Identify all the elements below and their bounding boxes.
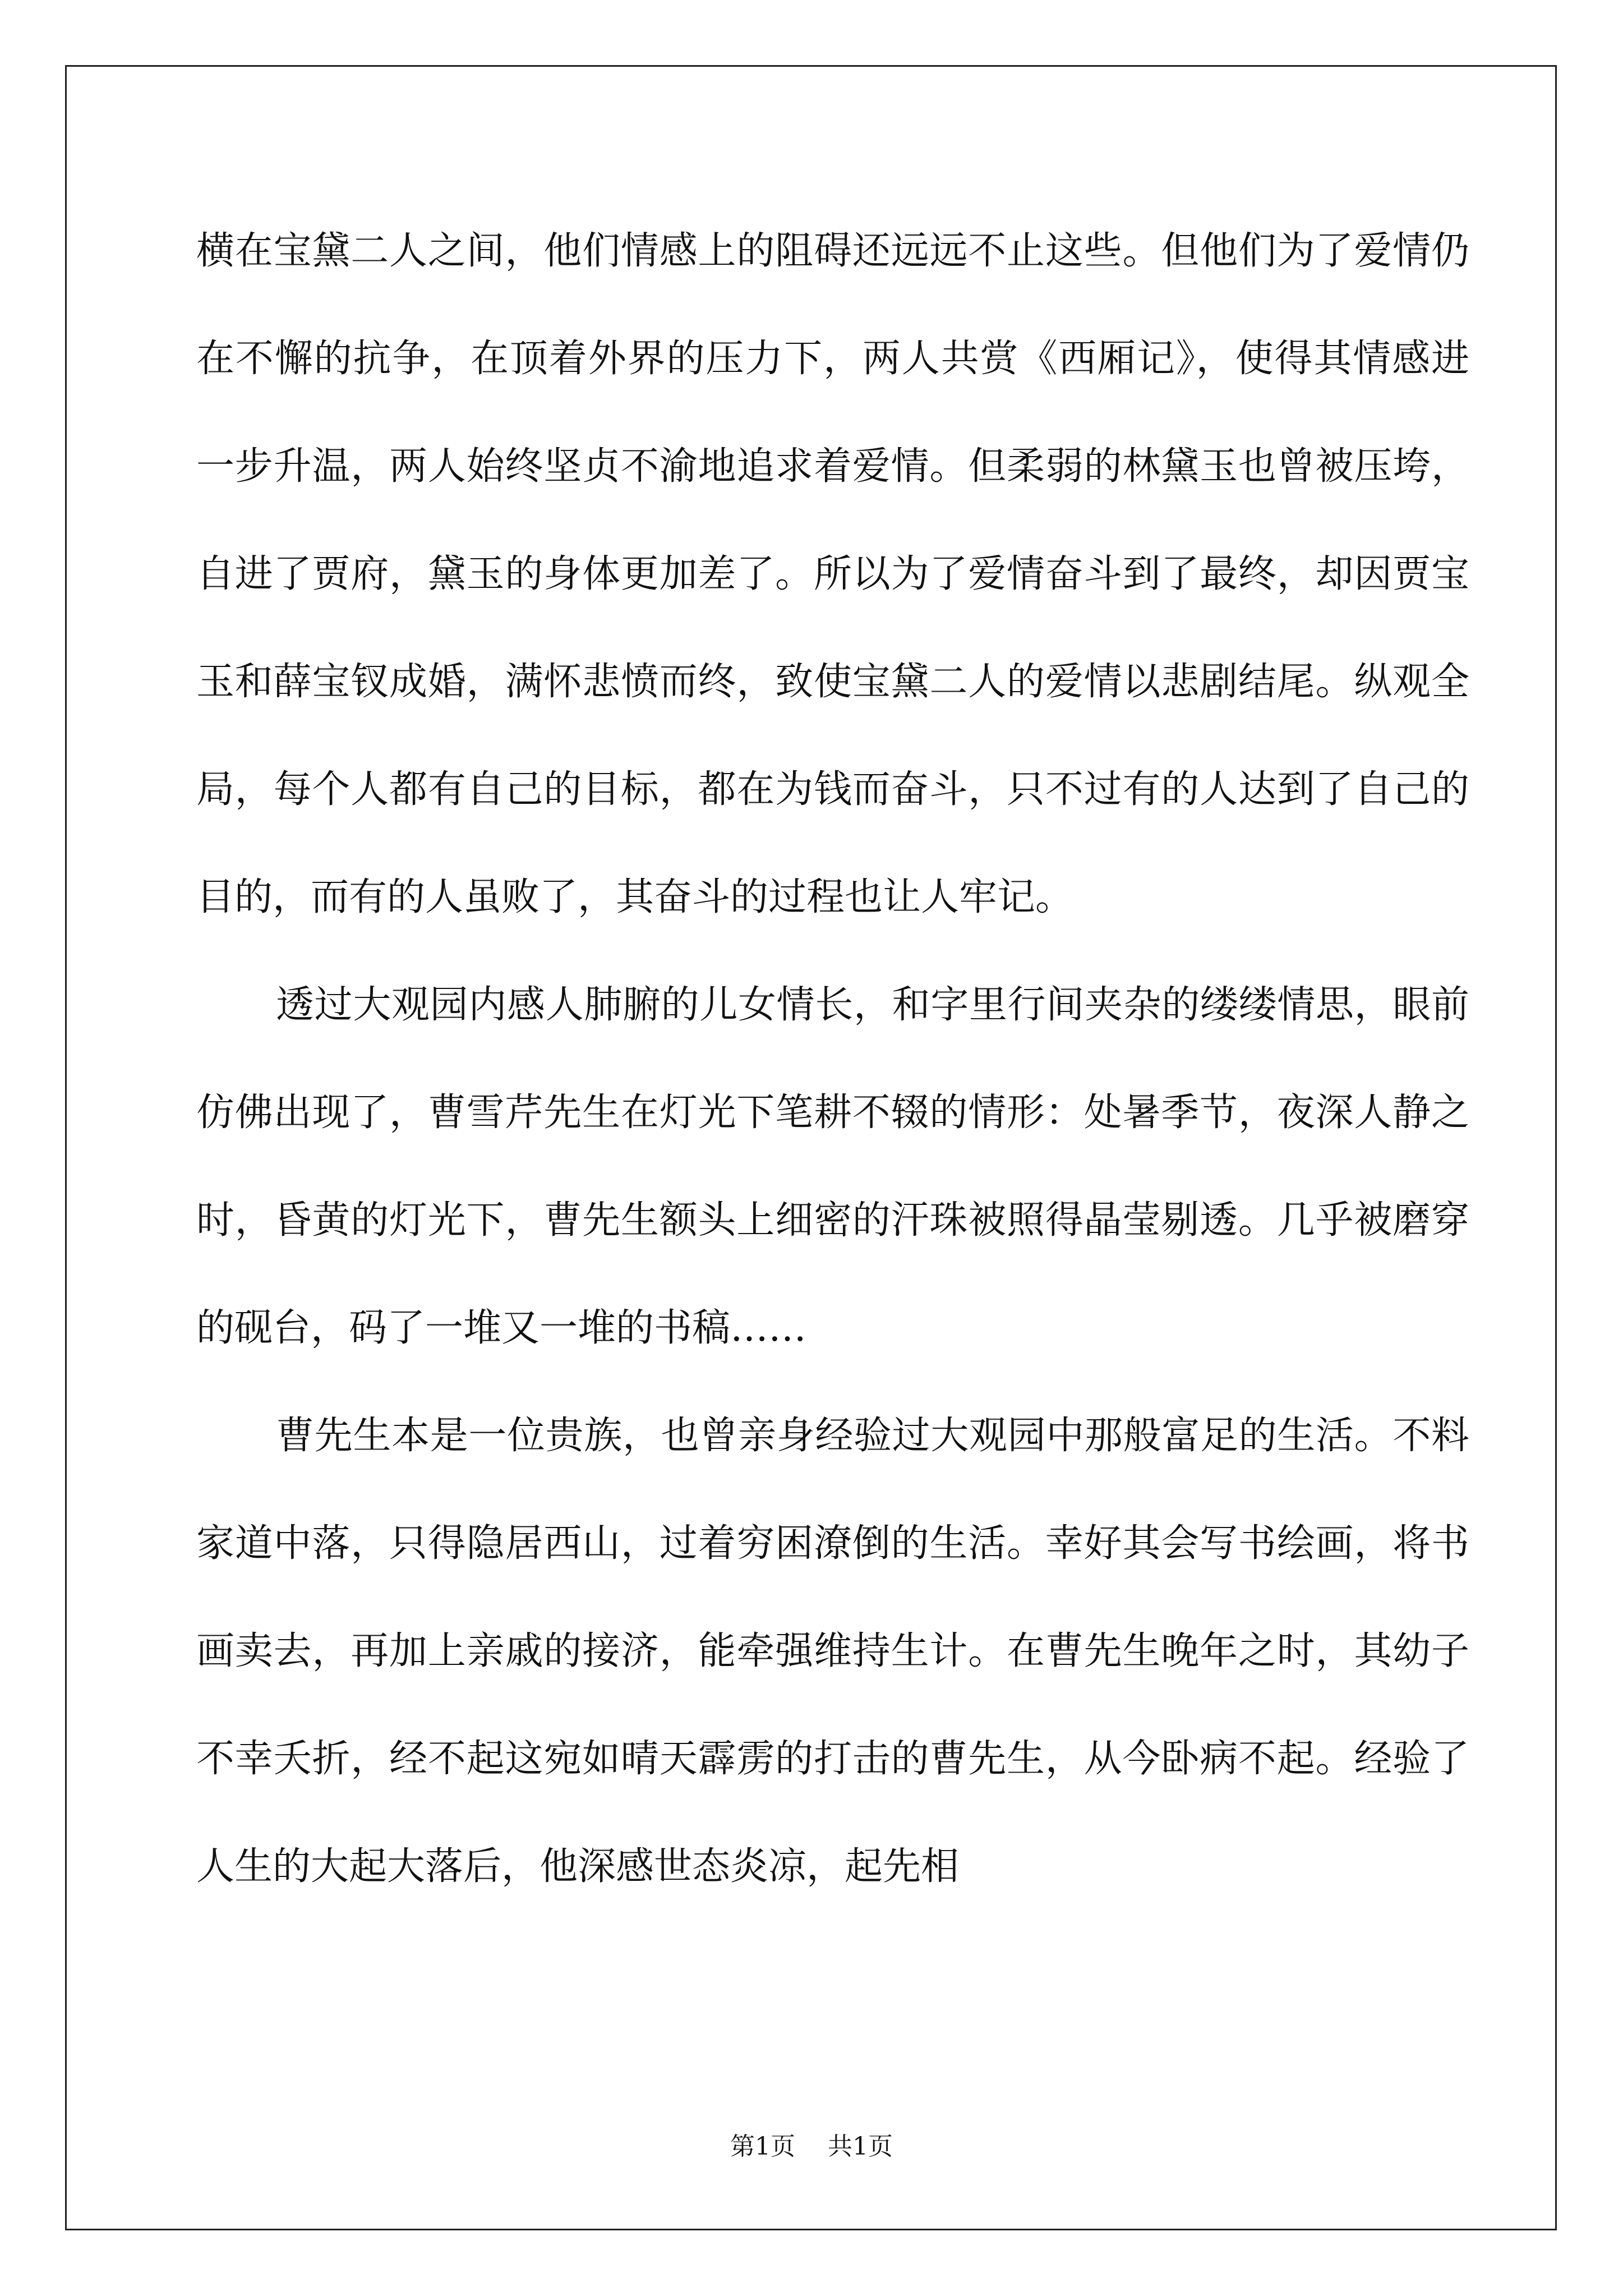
paragraph-1: 横在宝黛二人之间，他们情感上的阻碍还远远不止这些。但他们为了爱情仍在不懈的抗争，在顶着外界的压力下，两人共赏《西厢记》，使得其情感进一步升温，两人始终坚贞不渝地追求着爱情。但柔弱的林黛玉也曾被压垮，自进了贾府，黛玉的身体更加差了。所以为了爱情奋斗到了最终，却因贾宝玉和薛宝钗成婚，满怀悲愤而终，致使宝黛二人的爱情以悲剧结尾。纵观全局，每个人都有自己的目标，都在为钱而奋斗，只不过有的人达到了自己的目的，而有的人虽败了，其奋斗的过程也让人牢记。 [196,229,1469,919]
document-body [196,197,1469,1921]
paragraph-3: 曹先生本是一位贵族，也曾亲身经验过大观园中那般富足的生活。不料家道中落，只得隐居西山，过着穷困潦倒的生活。幸好其会写书绘画，将书画卖去，再加上亲戚的接济，能牵强维持生计。在曹先生晚年之时，其幼子不幸夭折，经不起这宛如晴天霹雳的打击的曹先生，从今卧病不起。经验了人生的大起大落后，他深感世态炎凉，起先相 [196,1414,1469,1889]
paragraph-2: 透过大观园内感人肺腑的儿女情长，和字里行间夹杂的缕缕情思，眼前仿佛出现了，曹雪芹先生在灯光下笔耕不辍的情形：处暑季节，夜深人静之时，昏黄的灯光下，曹先生额头上细密的汗珠被照得晶莹剔透。几乎被磨穿的砚台，码了一堆又一堆的书稿…… [196,983,1469,1350]
page-total: 共1页 [828,2132,893,2161]
page-number: 第1页 [730,2132,795,2161]
page-footer [0,2126,1623,2162]
